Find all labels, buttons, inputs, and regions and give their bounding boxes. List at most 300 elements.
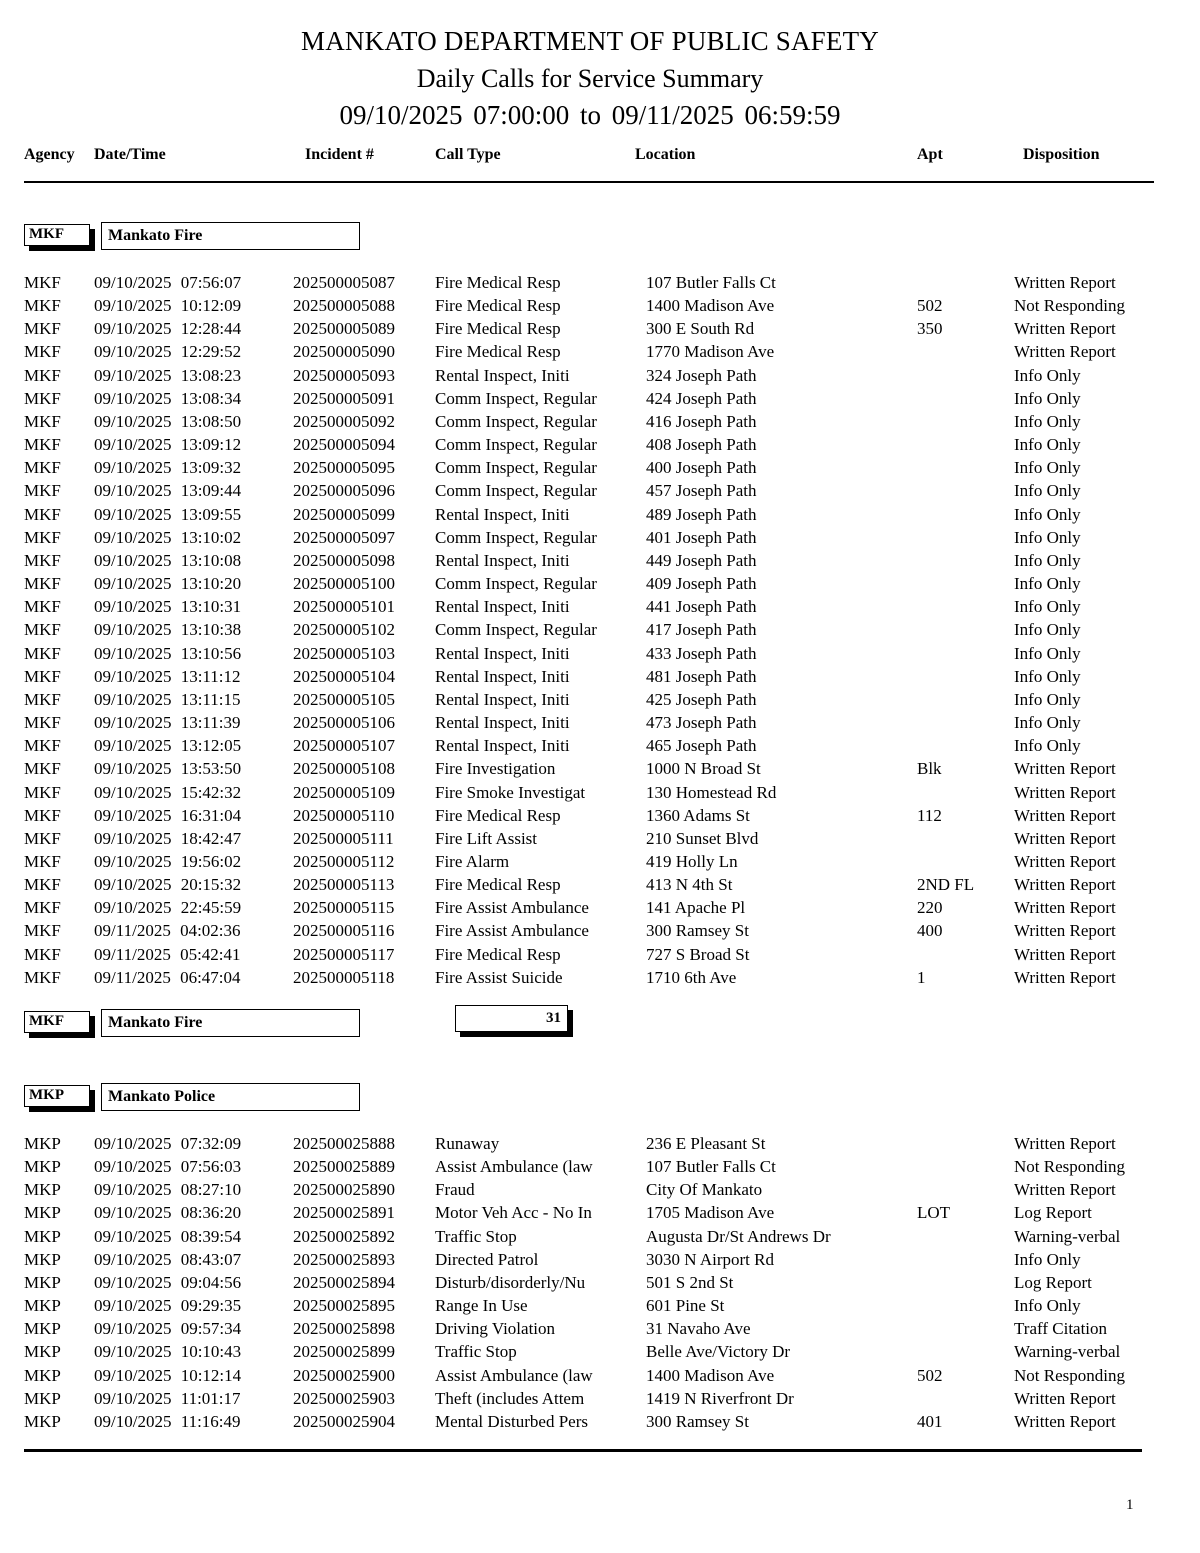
- datetime-cell: 09/10/2025 13:10:02: [94, 527, 242, 547]
- call-type-cell: Disturb/disorderly/Nu: [435, 1272, 586, 1292]
- agency-cell: MKF: [24, 759, 61, 779]
- location-cell: 31 Navaho Ave: [646, 1319, 751, 1339]
- call-type-cell: Fraud: [435, 1180, 475, 1200]
- call-type-cell: Theft (includes Attem: [435, 1388, 585, 1408]
- incident-number-cell: 202500005099: [293, 504, 395, 524]
- table-row: [0, 504, 1200, 526]
- table-row: [0, 689, 1200, 711]
- table-row: [0, 828, 1200, 850]
- location-cell: 107 Butler Falls Ct: [646, 273, 776, 292]
- disposition-cell: Written Report: [1014, 875, 1116, 895]
- call-type-cell: Fire Investigation: [435, 759, 556, 779]
- call-type-cell: Rental Inspect, Initi: [435, 643, 570, 663]
- call-type-cell: Rental Inspect, Initi: [435, 713, 570, 733]
- disposition-cell: Written Report: [1014, 342, 1116, 362]
- agency-cell: MKF: [24, 481, 61, 501]
- datetime-cell: 09/10/2025 13:12:05: [94, 736, 242, 756]
- disposition-cell: Info Only: [1014, 1296, 1081, 1316]
- incident-number-cell: 202500025893: [293, 1249, 395, 1269]
- table-row: [0, 411, 1200, 433]
- apt-cell: 220: [917, 898, 943, 918]
- incident-number-cell: 202500005088: [293, 296, 395, 316]
- disposition-cell: Written Report: [1014, 898, 1116, 918]
- call-type-cell: Rental Inspect, Initi: [435, 504, 570, 524]
- disposition-cell: Info Only: [1014, 550, 1081, 570]
- incident-number-cell: 202500005098: [293, 550, 395, 570]
- call-type-cell: Comm Inspect, Regular: [435, 435, 597, 455]
- location-cell: 409 Joseph Path: [646, 574, 757, 594]
- incident-number-cell: 202500025899: [293, 1342, 395, 1362]
- location-cell: 3030 N Airport Rd: [646, 1249, 774, 1269]
- location-cell: 601 Pine St: [646, 1296, 725, 1316]
- call-type-cell: Traffic Stop: [435, 1342, 517, 1362]
- datetime-cell: 09/10/2025 08:36:20: [94, 1203, 242, 1223]
- table-row: [0, 851, 1200, 873]
- agency-cell: MKF: [24, 713, 61, 733]
- datetime-cell: 09/10/2025 07:32:09: [94, 1134, 242, 1153]
- call-type-cell: Comm Inspect, Regular: [435, 527, 597, 547]
- table-row: [0, 318, 1200, 340]
- disposition-cell: Info Only: [1014, 1249, 1081, 1269]
- call-type-cell: Fire Smoke Investigat: [435, 782, 586, 802]
- location-cell: Augusta Dr/St Andrews Dr: [646, 1226, 831, 1246]
- agency-cell: MKF: [24, 967, 61, 987]
- table-row: [0, 1249, 1200, 1271]
- datetime-cell: 09/11/2025 04:02:36: [94, 921, 241, 941]
- disposition-cell: Info Only: [1014, 365, 1081, 385]
- datetime-cell: 09/10/2025 11:16:49: [94, 1411, 241, 1431]
- apt-cell: 502: [917, 1365, 943, 1385]
- location-cell: Belle Ave/Victory Dr: [646, 1342, 791, 1362]
- disposition-cell: Written Report: [1014, 921, 1116, 941]
- location-cell: 419 Holly Ln: [646, 852, 738, 871]
- location-cell: 107 Butler Falls Ct: [646, 1157, 776, 1177]
- disposition-cell: Written Report: [1014, 1411, 1116, 1431]
- table-row: [0, 527, 1200, 549]
- agency-cell: MKF: [24, 782, 61, 802]
- datetime-cell: 09/10/2025 11:01:17: [94, 1388, 241, 1408]
- column-header-agency: Agency: [24, 146, 75, 163]
- location-cell: 1705 Madison Ave: [646, 1203, 775, 1223]
- location-cell: 473 Joseph Path: [646, 713, 757, 733]
- table-row: [0, 1202, 1200, 1224]
- call-type-cell: Fire Medical Resp: [435, 342, 561, 362]
- call-type-cell: Assist Ambulance (law: [435, 1157, 593, 1177]
- section-agency-name: Mankato Fire: [101, 222, 360, 250]
- call-type-cell: Fire Medical Resp: [435, 944, 561, 964]
- call-type-cell: Range In Use: [435, 1296, 528, 1316]
- call-type-cell: Motor Veh Acc - No In: [435, 1203, 592, 1223]
- table-row: [0, 1226, 1200, 1248]
- incident-number-cell: 202500005091: [293, 388, 395, 408]
- datetime-cell: 09/10/2025 20:15:32: [94, 875, 242, 895]
- disposition-cell: Written Report: [1014, 805, 1116, 825]
- call-type-cell: Fire Assist Suicide: [435, 967, 563, 987]
- datetime-cell: 09/10/2025 13:10:56: [94, 643, 242, 663]
- table-row: [0, 712, 1200, 734]
- location-cell: 727 S Broad St: [646, 944, 750, 964]
- table-row: [0, 874, 1200, 896]
- location-cell: 1710 6th Ave: [646, 967, 737, 987]
- datetime-cell: 09/10/2025 13:53:50: [94, 759, 242, 779]
- disposition-cell: Info Only: [1014, 458, 1081, 478]
- table-row: [0, 341, 1200, 363]
- incident-number-cell: 202500025888: [293, 1134, 395, 1153]
- agency-cell: MKF: [24, 435, 61, 455]
- disposition-cell: Warning-verbal: [1014, 1342, 1121, 1362]
- table-row: [0, 735, 1200, 757]
- agency-cell: MKF: [24, 898, 61, 918]
- disposition-cell: Info Only: [1014, 620, 1081, 640]
- disposition-cell: Info Only: [1014, 643, 1081, 663]
- disposition-cell: Log Report: [1014, 1272, 1092, 1292]
- apt-cell: 112: [917, 805, 942, 825]
- table-row: [0, 1133, 1200, 1155]
- agency-cell: MKP: [24, 1249, 61, 1269]
- apt-cell: 2ND FL: [917, 875, 975, 895]
- datetime-cell: 09/11/2025 05:42:41: [94, 944, 241, 964]
- location-cell: 413 N 4th St: [646, 875, 733, 895]
- call-type-cell: Fire Medical Resp: [435, 805, 561, 825]
- table-row: [0, 272, 1200, 294]
- datetime-cell: 09/10/2025 13:11:12: [94, 666, 241, 686]
- incident-number-cell: 202500005107: [293, 736, 395, 756]
- incident-number-cell: 202500005105: [293, 689, 395, 709]
- incident-number-cell: 202500005104: [293, 666, 395, 686]
- disposition-cell: Written Report: [1014, 319, 1116, 339]
- incident-number-cell: 202500005115: [293, 898, 395, 918]
- datetime-cell: 09/10/2025 10:12:14: [94, 1365, 242, 1385]
- incident-number-cell: 202500005111: [293, 828, 394, 848]
- incident-number-cell: 202500005097: [293, 527, 395, 547]
- incident-number-cell: 202500025904: [293, 1411, 395, 1431]
- column-header-location: Location: [635, 146, 696, 163]
- table-row: [0, 1318, 1200, 1340]
- location-cell: 424 Joseph Path: [646, 388, 757, 408]
- incident-number-cell: 202500025889: [293, 1157, 395, 1177]
- location-cell: 1770 Madison Ave: [646, 342, 775, 362]
- table-row: [0, 295, 1200, 317]
- location-cell: 141 Apache Pl: [646, 898, 746, 918]
- incident-number-cell: 202500025895: [293, 1296, 395, 1316]
- incident-number-cell: 202500025900: [293, 1365, 395, 1385]
- incident-number-cell: 202500025892: [293, 1226, 395, 1246]
- table-row: [0, 944, 1200, 966]
- header-divider: [24, 181, 1154, 183]
- call-type-cell: Comm Inspect, Regular: [435, 458, 597, 478]
- report-date-range: 09/10/2025 07:00:00 to 09/11/2025 06:59:59: [339, 100, 841, 130]
- disposition-cell: Warning-verbal: [1014, 1226, 1121, 1246]
- section-call-count: 31: [455, 1005, 568, 1032]
- disposition-cell: Written Report: [1014, 828, 1116, 848]
- report-title: MANKATO DEPARTMENT OF PUBLIC SAFETY: [301, 26, 879, 56]
- incident-number-cell: 202500025894: [293, 1272, 395, 1292]
- location-cell: 501 S 2nd St: [646, 1272, 734, 1292]
- disposition-cell: Written Report: [1014, 967, 1116, 987]
- table-row: [0, 573, 1200, 595]
- datetime-cell: 09/10/2025 13:10:08: [94, 550, 242, 570]
- disposition-cell: Info Only: [1014, 666, 1081, 686]
- apt-cell: 1: [917, 967, 926, 987]
- table-row: [0, 480, 1200, 502]
- location-cell: 449 Joseph Path: [646, 550, 757, 570]
- agency-cell: MKF: [24, 527, 61, 547]
- location-cell: City Of Mankato: [646, 1180, 763, 1200]
- incident-number-cell: 202500005117: [293, 944, 395, 964]
- incident-number-cell: 202500005093: [293, 365, 395, 385]
- agency-cell: MKF: [24, 643, 61, 663]
- table-row: [0, 805, 1200, 827]
- datetime-cell: 09/10/2025 18:42:47: [94, 828, 242, 848]
- datetime-cell: 09/10/2025 07:56:07: [94, 273, 242, 292]
- table-row: [0, 643, 1200, 665]
- disposition-cell: Info Only: [1014, 597, 1081, 617]
- incident-number-cell: 202500005094: [293, 435, 395, 455]
- datetime-cell: 09/10/2025 15:42:32: [94, 782, 242, 802]
- agency-cell: MKF: [24, 388, 61, 408]
- apt-cell: 400: [917, 921, 943, 941]
- datetime-cell: 09/10/2025 13:08:34: [94, 388, 242, 408]
- footer-divider: [24, 1449, 1142, 1452]
- agency-cell: MKP: [24, 1411, 61, 1431]
- agency-cell: MKF: [24, 666, 61, 686]
- disposition-cell: Written Report: [1014, 759, 1116, 779]
- page-number: 1: [1126, 1497, 1134, 1513]
- location-cell: 324 Joseph Path: [646, 365, 757, 385]
- call-type-cell: Runaway: [435, 1134, 500, 1153]
- apt-cell: LOT: [917, 1203, 951, 1223]
- incident-number-cell: 202500005095: [293, 458, 395, 478]
- disposition-cell: Written Report: [1014, 852, 1116, 871]
- agency-cell: MKF: [24, 273, 61, 292]
- disposition-cell: Written Report: [1014, 944, 1116, 964]
- table-row: [0, 1272, 1200, 1294]
- table-row: [0, 1341, 1200, 1363]
- disposition-cell: Traff Citation: [1014, 1319, 1108, 1339]
- datetime-cell: 09/10/2025 08:27:10: [94, 1180, 242, 1200]
- location-cell: 1400 Madison Ave: [646, 296, 775, 316]
- table-row: [0, 388, 1200, 410]
- location-cell: 130 Homestead Rd: [646, 782, 777, 802]
- apt-cell: 350: [917, 319, 943, 339]
- agency-cell: MKP: [24, 1226, 61, 1246]
- call-type-cell: Assist Ambulance (law: [435, 1365, 593, 1385]
- datetime-cell: 09/10/2025 08:39:54: [94, 1226, 242, 1246]
- call-type-cell: Fire Medical Resp: [435, 273, 561, 292]
- column-header-apt: Apt: [917, 146, 943, 163]
- agency-cell: MKF: [24, 620, 61, 640]
- incident-number-cell: 202500005100: [293, 574, 395, 594]
- location-cell: 416 Joseph Path: [646, 411, 757, 431]
- disposition-cell: Info Only: [1014, 411, 1081, 431]
- incident-number-cell: 202500025891: [293, 1203, 395, 1223]
- agency-cell: MKF: [24, 944, 61, 964]
- call-type-cell: Rental Inspect, Initi: [435, 666, 570, 686]
- datetime-cell: 09/10/2025 19:56:02: [94, 852, 242, 871]
- incident-number-cell: 202500005102: [293, 620, 395, 640]
- datetime-cell: 09/10/2025 22:45:59: [94, 898, 242, 918]
- call-type-cell: Directed Patrol: [435, 1249, 539, 1269]
- location-cell: 408 Joseph Path: [646, 435, 757, 455]
- table-row: [0, 782, 1200, 804]
- location-cell: 300 E South Rd: [646, 319, 755, 339]
- agency-cell: MKF: [24, 875, 61, 895]
- datetime-cell: 09/10/2025 13:09:32: [94, 458, 242, 478]
- table-row: [0, 967, 1200, 989]
- call-type-cell: Fire Assist Ambulance: [435, 898, 589, 918]
- table-row: [0, 1411, 1200, 1433]
- agency-cell: MKF: [24, 319, 61, 339]
- agency-cell: MKF: [24, 296, 61, 316]
- location-cell: 417 Joseph Path: [646, 620, 757, 640]
- incident-number-cell: 202500025903: [293, 1388, 395, 1408]
- location-cell: 236 E Pleasant St: [646, 1134, 766, 1153]
- call-type-cell: Rental Inspect, Initi: [435, 365, 570, 385]
- datetime-cell: 09/10/2025 13:10:31: [94, 597, 242, 617]
- agency-cell: MKF: [24, 411, 61, 431]
- datetime-cell: 09/10/2025 07:56:03: [94, 1157, 242, 1177]
- call-type-cell: Fire Medical Resp: [435, 875, 561, 895]
- incident-number-cell: 202500005118: [293, 967, 395, 987]
- agency-cell: MKP: [24, 1319, 61, 1339]
- incident-number-cell: 202500005092: [293, 411, 395, 431]
- call-type-cell: Fire Alarm: [435, 852, 510, 871]
- location-cell: 1360 Adams St: [646, 805, 750, 825]
- table-row: [0, 457, 1200, 479]
- incident-number-cell: 202500005096: [293, 481, 395, 501]
- agency-cell: MKF: [24, 805, 61, 825]
- table-row: [0, 920, 1200, 942]
- datetime-cell: 09/10/2025 13:09:12: [94, 435, 242, 455]
- agency-cell: MKF: [24, 852, 61, 871]
- datetime-cell: 09/10/2025 10:10:43: [94, 1342, 242, 1362]
- disposition-cell: Info Only: [1014, 435, 1081, 455]
- location-cell: 210 Sunset Blvd: [646, 828, 759, 848]
- incident-number-cell: 202500005112: [293, 852, 395, 871]
- disposition-cell: Written Report: [1014, 273, 1116, 292]
- column-header-datetime: Date/Time: [94, 146, 166, 163]
- location-cell: 1400 Madison Ave: [646, 1365, 775, 1385]
- table-row: [0, 596, 1200, 618]
- datetime-cell: 09/10/2025 09:57:34: [94, 1319, 242, 1339]
- table-row: [0, 619, 1200, 641]
- apt-cell: Blk: [917, 759, 942, 779]
- agency-cell: MKF: [24, 574, 61, 594]
- incident-number-cell: 202500005116: [293, 921, 395, 941]
- column-header-call-type: Call Type: [435, 146, 501, 163]
- disposition-cell: Info Only: [1014, 736, 1081, 756]
- datetime-cell: 09/10/2025 13:08:23: [94, 365, 242, 385]
- disposition-cell: Info Only: [1014, 527, 1081, 547]
- datetime-cell: 09/10/2025 13:08:50: [94, 411, 242, 431]
- agency-cell: MKF: [24, 365, 61, 385]
- datetime-cell: 09/10/2025 09:04:56: [94, 1272, 242, 1292]
- section-footer-agency-code: MKF: [24, 1011, 90, 1033]
- incident-number-cell: 202500005089: [293, 319, 395, 339]
- agency-cell: MKP: [24, 1296, 61, 1316]
- agency-cell: MKF: [24, 597, 61, 617]
- incident-number-cell: 202500005113: [293, 875, 395, 895]
- call-type-cell: Rental Inspect, Initi: [435, 597, 570, 617]
- incident-number-cell: 202500005087: [293, 273, 395, 292]
- incident-number-cell: 202500005090: [293, 342, 395, 362]
- location-cell: 425 Joseph Path: [646, 689, 757, 709]
- location-cell: 400 Joseph Path: [646, 458, 757, 478]
- agency-cell: MKF: [24, 458, 61, 478]
- datetime-cell: 09/10/2025 09:29:35: [94, 1296, 242, 1316]
- datetime-cell: 09/10/2025 08:43:07: [94, 1249, 242, 1269]
- call-type-cell: Comm Inspect, Regular: [435, 411, 597, 431]
- agency-cell: MKP: [24, 1365, 61, 1385]
- agency-cell: MKF: [24, 342, 61, 362]
- location-cell: 401 Joseph Path: [646, 527, 757, 547]
- section-footer-agency-name: Mankato Fire: [101, 1009, 360, 1037]
- call-type-cell: Fire Medical Resp: [435, 296, 561, 316]
- location-cell: 433 Joseph Path: [646, 643, 757, 663]
- incident-number-cell: 202500025898: [293, 1319, 395, 1339]
- incident-number-cell: 202500005108: [293, 759, 395, 779]
- disposition-cell: Written Report: [1014, 1134, 1116, 1153]
- location-cell: 300 Ramsey St: [646, 921, 749, 941]
- call-type-cell: Driving Violation: [435, 1319, 556, 1339]
- call-type-cell: Fire Assist Ambulance: [435, 921, 589, 941]
- call-type-cell: Fire Medical Resp: [435, 319, 561, 339]
- agency-cell: MKP: [24, 1157, 61, 1177]
- location-cell: 489 Joseph Path: [646, 504, 757, 524]
- location-cell: 1000 N Broad St: [646, 759, 761, 779]
- datetime-cell: 09/10/2025 12:28:44: [94, 319, 242, 339]
- table-row: [0, 1179, 1200, 1201]
- disposition-cell: Info Only: [1014, 504, 1081, 524]
- disposition-cell: Info Only: [1014, 713, 1081, 733]
- agency-cell: MKF: [24, 736, 61, 756]
- disposition-cell: Written Report: [1014, 782, 1116, 802]
- disposition-cell: Info Only: [1014, 574, 1081, 594]
- disposition-cell: Written Report: [1014, 1180, 1116, 1200]
- report-subtitle: Daily Calls for Service Summary: [416, 64, 764, 93]
- disposition-cell: Info Only: [1014, 481, 1081, 501]
- location-cell: 481 Joseph Path: [646, 666, 757, 686]
- agency-cell: MKF: [24, 504, 61, 524]
- table-row: [0, 1365, 1200, 1387]
- table-row: [0, 434, 1200, 456]
- datetime-cell: 09/11/2025 06:47:04: [94, 967, 241, 987]
- disposition-cell: Log Report: [1014, 1203, 1092, 1223]
- agency-cell: MKP: [24, 1272, 61, 1292]
- disposition-cell: Not Responding: [1014, 1157, 1125, 1177]
- call-type-cell: Comm Inspect, Regular: [435, 388, 597, 408]
- datetime-cell: 09/10/2025 13:10:38: [94, 620, 242, 640]
- call-type-cell: Rental Inspect, Initi: [435, 689, 570, 709]
- agency-cell: MKF: [24, 550, 61, 570]
- table-row: [0, 666, 1200, 688]
- datetime-cell: 09/10/2025 13:09:44: [94, 481, 242, 501]
- call-type-cell: Mental Disturbed Pers: [435, 1411, 588, 1431]
- location-cell: 441 Joseph Path: [646, 597, 757, 617]
- datetime-cell: 09/10/2025 13:10:20: [94, 574, 242, 594]
- call-type-cell: Fire Lift Assist: [435, 828, 538, 848]
- datetime-cell: 09/10/2025 10:12:09: [94, 296, 242, 316]
- location-cell: 300 Ramsey St: [646, 1411, 749, 1431]
- table-row: [0, 1156, 1200, 1178]
- incident-number-cell: 202500005109: [293, 782, 395, 802]
- table-row: [0, 365, 1200, 387]
- column-header-disposition: Disposition: [1023, 146, 1100, 163]
- incident-number-cell: 202500005110: [293, 805, 395, 825]
- agency-cell: MKF: [24, 828, 61, 848]
- datetime-cell: 09/10/2025 13:11:15: [94, 689, 241, 709]
- call-type-cell: Rental Inspect, Initi: [435, 550, 570, 570]
